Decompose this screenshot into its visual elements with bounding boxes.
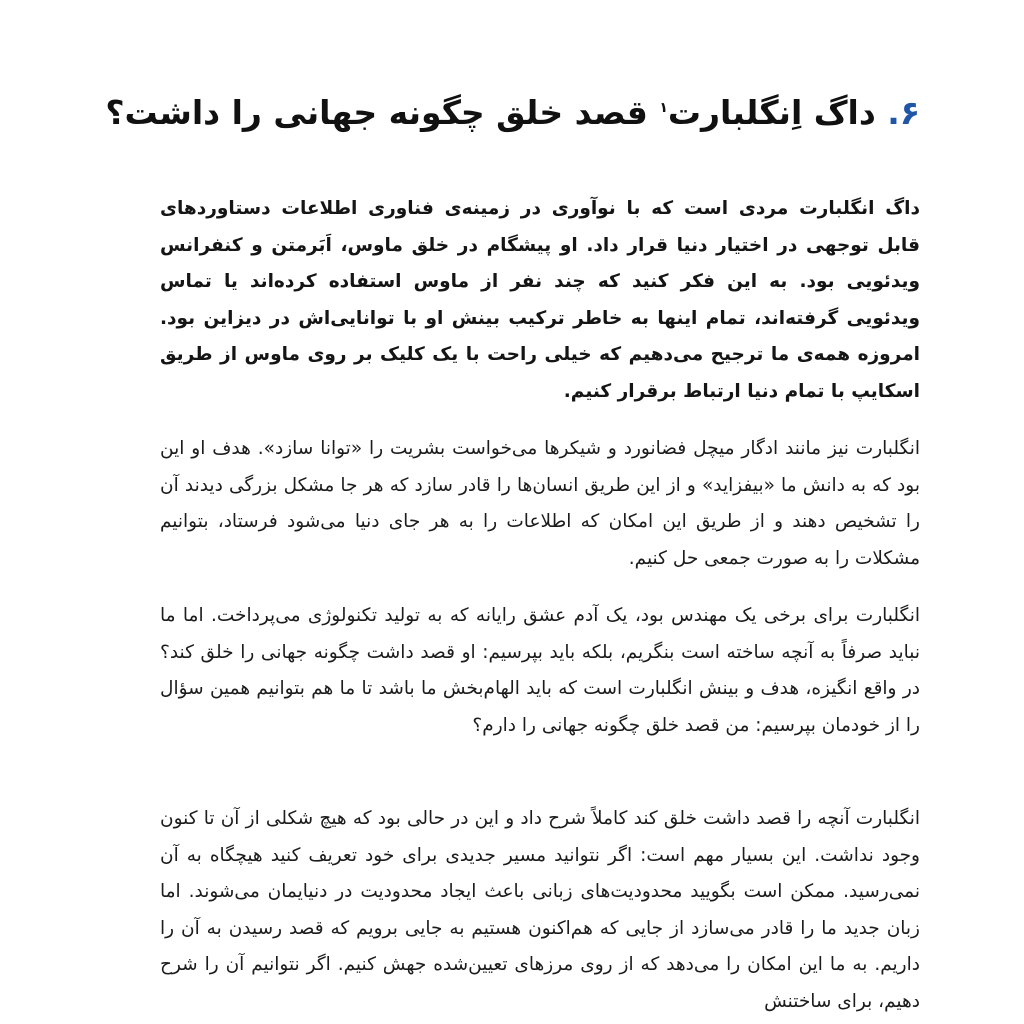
body-paragraph-1: انگلبارت نیز مانند ادگار میچل فضانورد و شیکرها می‌خواست بشریت را «توانا سازد». هدف او این بود که به دانش ما «بیفزاید» و از این طریق انسان‌ها را قادر سازد که هر جا مشکل بزرگی دیدند آن را تشخیص دهند و از طریق این امکان که اطلاعات را به هر جای دنیا می‌شود فرستاد، بتوانیم مشکلات را به صورت جمعی حل کنیم. bbox=[160, 438, 920, 569]
body-paragraph-3: انگلبارت آنچه را قصد داشت خلق کند کاملاً شرح داد و این در حالی بود که هیچ شکلی از آن تا کنون وجود نداشت. این بسیار مهم است: اگر نتوانید مسیر جدیدی برای خود تعریف کنید هیچگاه به آن نمی‌رسید. ممکن است بگویید محدودیت‌های زبانی باعث ایجاد محدودیت در دنیایمان می‌شوند. اما زبان جدید ما را قادر می‌سازد از جایی که هم‌اکنون هستیم به جایی برویم که قصد رسیدن به آن را داریم. به ما این امکان را می‌دهد که از روی مرزهای تعیین‌شده جهش کنیم. اگر نتوانیم آن را شرح دهیم، برای ساختنش bbox=[160, 808, 920, 1012]
footnote-marker: ۱ bbox=[659, 100, 668, 116]
lead-paragraph: داگ انگلبارت مردی است که با نوآوری در زمینه‌ی فناوری اطلاعات دستاوردهای قابل توجهی در اختیار دنیا قرار داد. او پیشگام در خلق ماوس، اَبَرمتن و کنفرانس ویدئویی بود. به این فکر کنید که چند نفر از ماوس استفاده کرده‌اند یا تماس ویدئویی گرفته‌اند، تمام اینها به خاطر ترکیب بینش او با توانایی‌اش در دیزاین بود. امروزه همه‌ی ما ترجیح می‌دهیم که خیلی راحت با یک کلیک بر روی ماوس از طریق اسکایپ با تمام دنیا ارتباط برقرار کنیم. bbox=[160, 198, 920, 402]
section-heading bbox=[105, 88, 920, 138]
body-paragraph-2: انگلبارت برای برخی یک مهندس بود، یک آدم عشق رایانه که به تولید تکنولوژی می‌پرداخت. اما ما نباید صرفاً به آنچه ساخته است بنگریم، بلکه باید بپرسیم: او قصد داشت چگونه جهانی را خلق کند؟ در واقع انگیزه، هدف و بینش انگلبارت است که باید الهام‌بخش ما باشد تا ما هم بتوانیم همین سؤال را از خودمان بپرسیم: من قصد خلق چگونه جهانی را دارم؟ bbox=[160, 605, 920, 736]
section-number: ۶. bbox=[887, 93, 920, 132]
book-page bbox=[105, 0, 920, 1024]
heading-text: داگ اِنگلبارت bbox=[667, 93, 876, 132]
heading-text-rest: قصد خلق چگونه جهانی را داشت؟ bbox=[105, 93, 660, 132]
